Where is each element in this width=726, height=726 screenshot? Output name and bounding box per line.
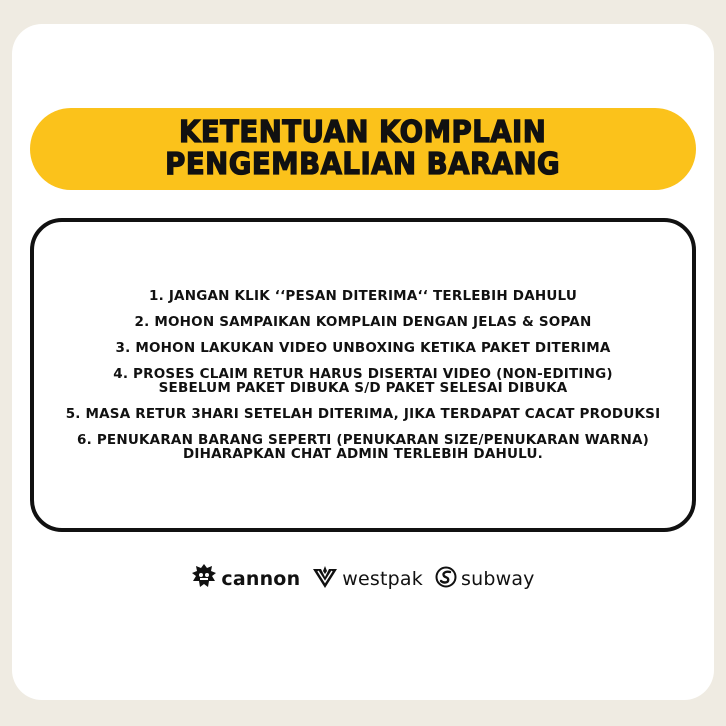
subway-logo-icon xyxy=(435,566,457,592)
title-banner xyxy=(30,108,696,190)
rule-line: 2. MOHON SAMPAIKAN KOMPLAIN DENGAN JELAS & SOPAN xyxy=(134,314,592,330)
brand-subway xyxy=(435,566,535,592)
rule-item xyxy=(149,289,577,303)
rule-line: 3. MOHON LAKUKAN VIDEO UNBOXING KETIKA PAKET DITERIMA xyxy=(115,340,611,356)
rule-item xyxy=(116,341,611,355)
rule-item xyxy=(113,367,613,395)
brand-westpak xyxy=(312,565,423,593)
rule-line: SEBELUM PAKET DIBUKA S/D PAKET SELESAI DIBUKA xyxy=(158,380,568,396)
brand-cannon xyxy=(191,563,300,595)
brand-logos xyxy=(0,562,726,596)
title-line-2: PENGEMBALIAN BARANG xyxy=(165,147,561,182)
brand-name-westpak: westpak xyxy=(342,568,423,590)
rule-line: 5. MASA RETUR 3HARI SETELAH DITERIMA, JIKA TERDAPAT CACAT PRODUKSI xyxy=(65,406,661,422)
rule-line: 4. PROSES CLAIM RETUR HARUS DISERTAI VIDEO (NON-EDITING) xyxy=(113,366,613,382)
rule-line: 6. PENUKARAN BARANG SEPERTI (PENUKARAN SIZE/PENUKARAN WARNA) xyxy=(77,432,649,448)
brand-name-cannon: cannon xyxy=(221,568,301,590)
rule-line: 1. JANGAN KLIK ‘‘PESAN DITERIMA‘‘ TERLEBIH DAHULU xyxy=(149,288,577,304)
cannon-logo-icon xyxy=(191,563,217,595)
rule-item xyxy=(66,407,661,421)
brand-name-subway: subway xyxy=(460,568,535,590)
title-line-1: KETENTUAN KOMPLAIN xyxy=(179,115,547,150)
rule-line: DIHARAPKAN CHAT ADMIN TERLEBIH DAHULU. xyxy=(183,446,543,462)
westpak-logo-icon xyxy=(312,565,338,593)
rule-item xyxy=(77,433,649,461)
rules-box xyxy=(30,218,696,532)
rule-item xyxy=(135,315,592,329)
